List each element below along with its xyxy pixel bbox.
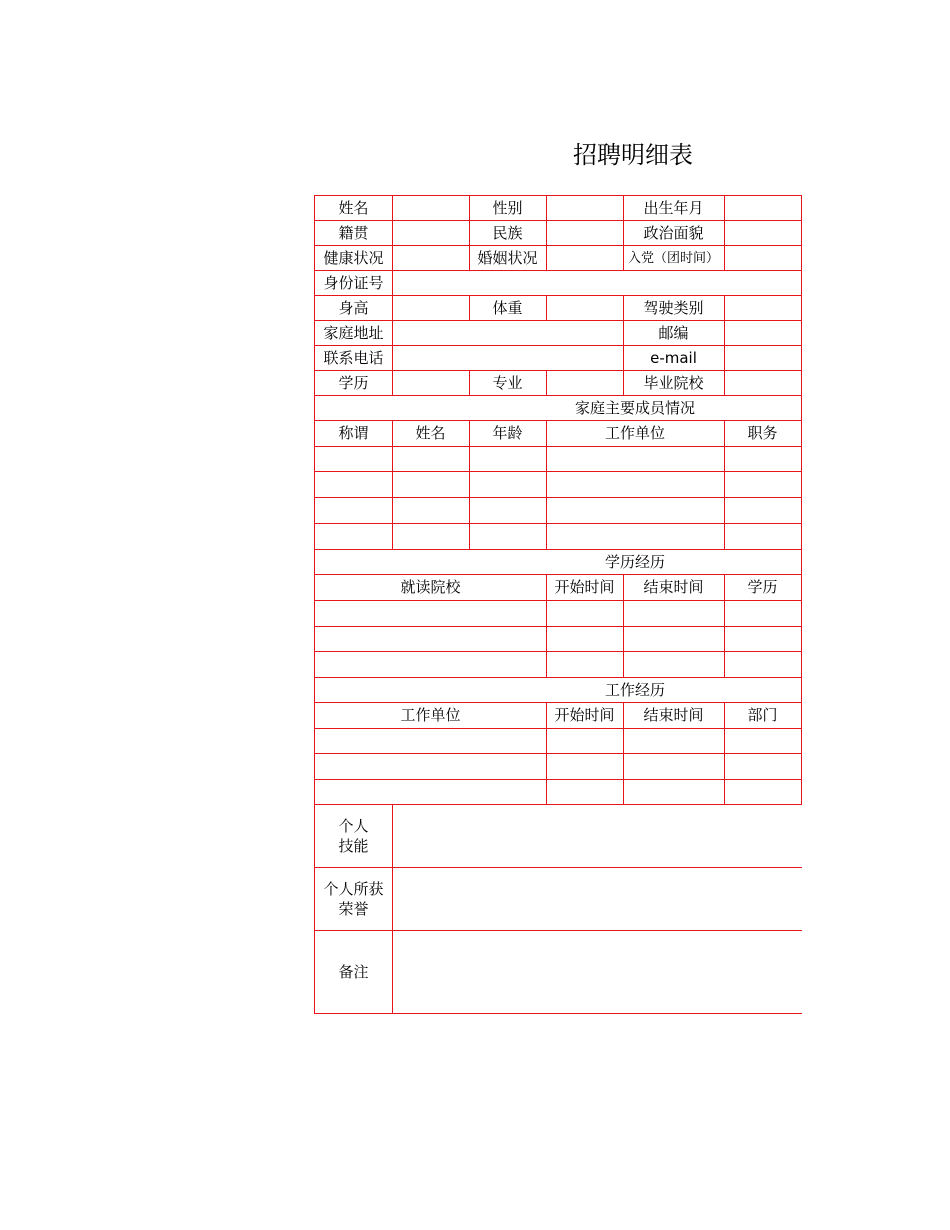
family-header-position: 职务 <box>747 424 778 442</box>
label-name: 姓名 <box>338 199 369 217</box>
label-gender: 性别 <box>492 199 523 217</box>
family-header-name: 姓名 <box>415 424 446 442</box>
family-section-title: 家庭主要成员情况 <box>574 399 695 417</box>
education-header-end: 结束时间 <box>643 578 704 596</box>
label-marital: 婚姻状况 <box>477 249 538 267</box>
label-id-number: 身份证号 <box>323 274 384 292</box>
label-education: 学历 <box>338 374 369 392</box>
form-title: 招聘明细表 <box>573 141 693 169</box>
label-health: 健康状况 <box>323 249 384 267</box>
label-native-place: 籍贯 <box>338 224 369 242</box>
label-political-status: 政治面貌 <box>643 224 704 242</box>
label-phone: 联系电话 <box>323 349 384 367</box>
label-ethnicity: 民族 <box>492 224 523 242</box>
label-personal-honors <box>315 879 392 919</box>
work-header-department: 部门 <box>747 706 778 724</box>
recruitment-form-table <box>314 195 802 1014</box>
work-header-start: 开始时间 <box>554 706 615 724</box>
label-remarks: 备注 <box>338 963 369 981</box>
skills-line2: 技能 <box>338 837 369 855</box>
label-postcode: 邮编 <box>658 324 689 342</box>
work-header-end: 结束时间 <box>643 706 704 724</box>
work-header-company: 工作单位 <box>400 706 461 724</box>
family-header-workplace: 工作单位 <box>604 424 665 442</box>
family-header-age: 年龄 <box>492 424 523 442</box>
education-header-school: 就读院校 <box>400 578 461 596</box>
label-school: 毕业院校 <box>643 374 704 392</box>
education-section-title: 学历经历 <box>604 553 665 571</box>
skills-line1: 个人 <box>338 817 369 835</box>
label-personal-skills <box>315 816 392 856</box>
honors-line2: 荣誉 <box>338 900 369 918</box>
label-address: 家庭地址 <box>323 324 384 342</box>
education-header-degree: 学历 <box>747 578 778 596</box>
label-party-join: 入党（团时间） <box>627 251 719 266</box>
label-birth: 出生年月 <box>643 199 704 217</box>
work-section-title: 工作经历 <box>604 681 665 699</box>
label-height: 身高 <box>338 299 369 317</box>
label-major: 专业 <box>492 374 523 392</box>
label-email: e-mail <box>650 349 697 367</box>
honors-line1: 个人所获 <box>323 880 384 898</box>
label-weight: 体重 <box>492 299 523 317</box>
education-header-start: 开始时间 <box>554 578 615 596</box>
family-header-relation: 称谓 <box>338 424 369 442</box>
label-license-type: 驾驶类别 <box>643 299 704 317</box>
